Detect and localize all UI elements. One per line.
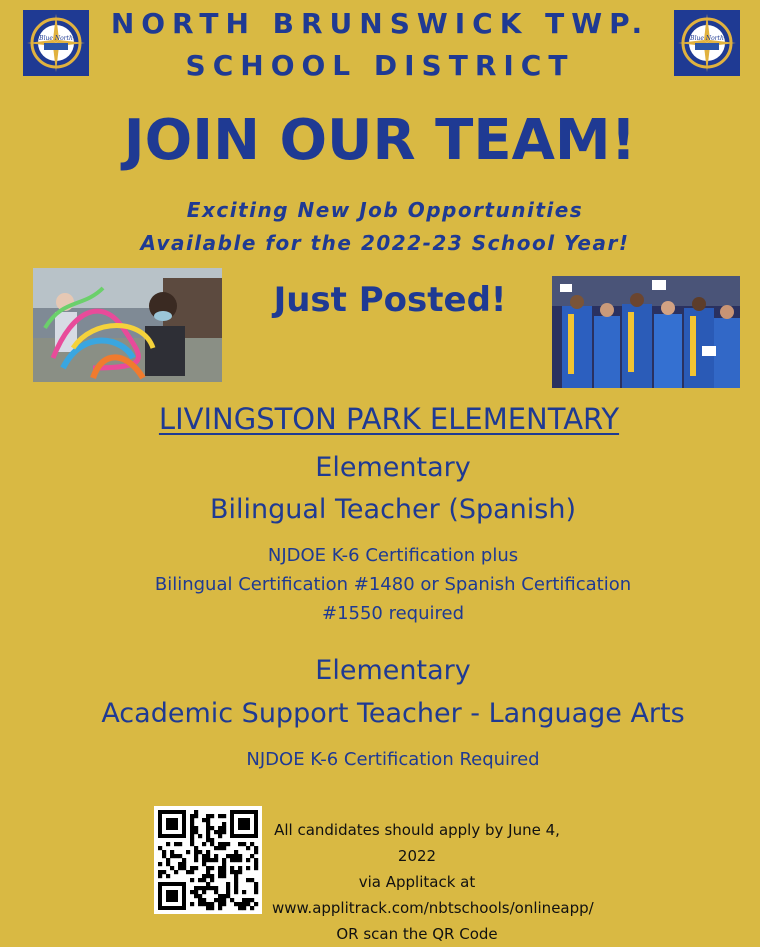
apply-qr-note: OR scan the QR Code: [336, 925, 498, 943]
position-1-requirement: #1550 required: [321, 603, 465, 624]
district-name-line2: SCHOOL DISTRICT: [185, 49, 575, 82]
just-posted-label: Just Posted!: [273, 280, 507, 320]
apply-url-link[interactable]: www.applitrack.com/nbtschools/onlineapp/: [272, 899, 594, 917]
position-1-requirement: Bilingual Certification #1480 or Spanish Certification: [154, 574, 632, 595]
photo-graduation: [552, 276, 740, 388]
logo-text: Blue North: [39, 35, 73, 42]
district-name-line1: NORTH BRUNSWICK TWP.: [110, 7, 650, 40]
position-2-level: Elementary: [315, 655, 471, 686]
position-1-level: Elementary: [315, 452, 471, 483]
photo-child-ribbons: [33, 268, 222, 382]
school-name: LIVINGSTON PARK ELEMENTARY: [158, 402, 620, 436]
subtitle-line1: Exciting New Job Opportunities: [186, 198, 584, 222]
position-2-title: Academic Support Teacher - Language Arts: [101, 698, 685, 729]
position-2-requirement: NJDOE K-6 Certification Required: [246, 749, 540, 770]
headline: JOIN OUR TEAM!: [123, 108, 637, 173]
qr-code[interactable]: [154, 806, 262, 914]
subtitle-line2: Available for the 2022-23 School Year!: [140, 231, 630, 255]
logo-text: Blue North: [690, 35, 724, 42]
position-1-requirement: NJDOE K-6 Certification plus: [267, 545, 519, 566]
apply-via: via Applitack at: [358, 873, 476, 891]
apply-deadline: All candidates should apply by June 4, 2022: [274, 821, 560, 865]
position-1-title: Bilingual Teacher (Spanish): [209, 494, 577, 525]
